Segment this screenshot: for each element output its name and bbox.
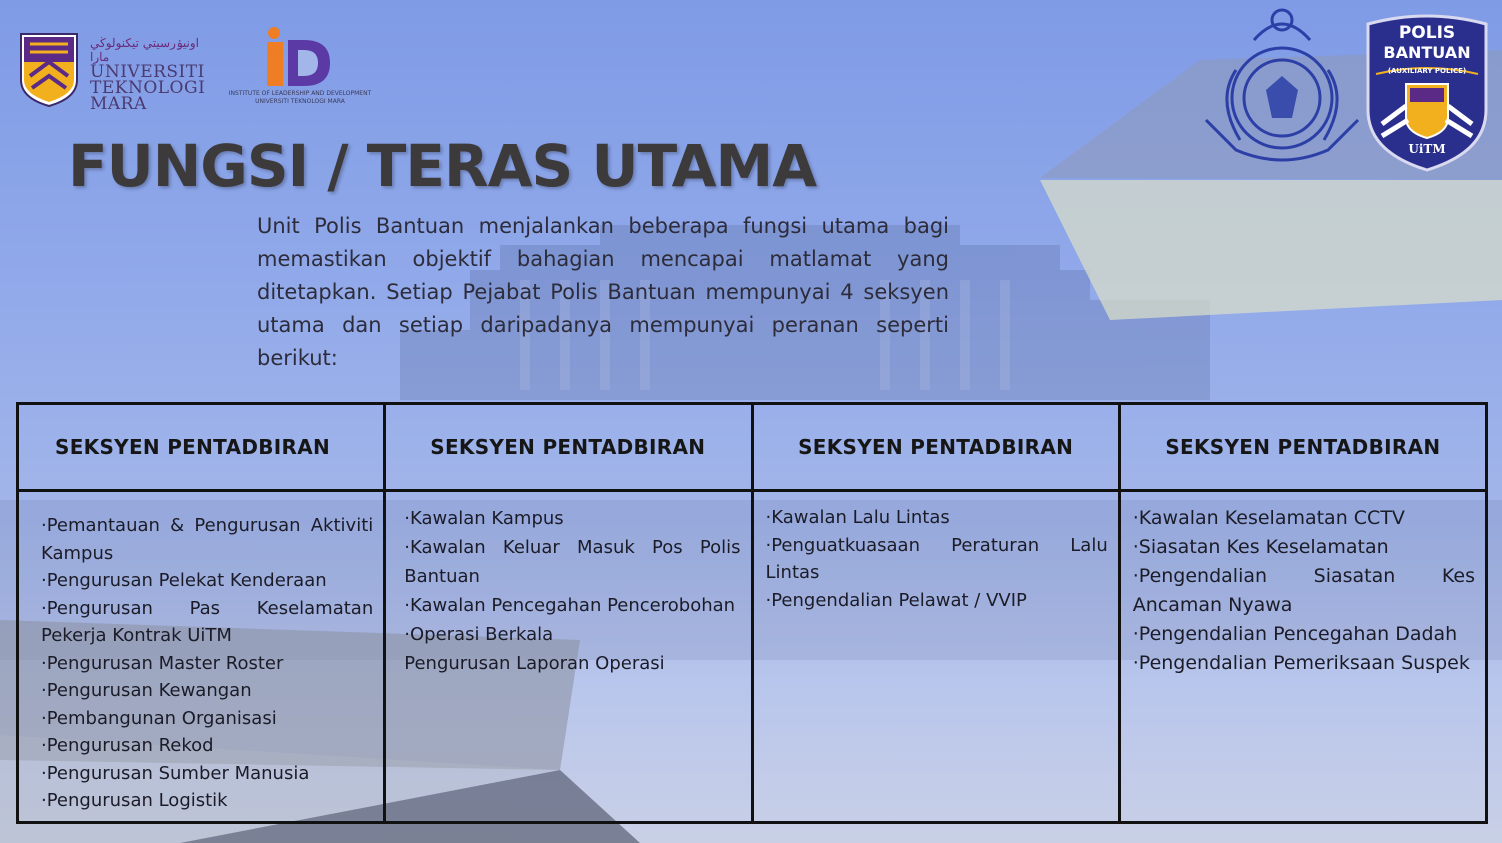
pdrm-crest-icon: [1196, 0, 1368, 186]
section-1-items: [41, 512, 373, 815]
pb-line1: POLIS: [1398, 23, 1456, 43]
list-item: ·Pengendalian Siasatan Kes Ancaman Nyawa: [1132, 565, 1475, 616]
ild-caption-line2: UNIVERSITI TEKNOLOGI MARA: [255, 98, 345, 105]
list-item: ·Kawalan Keselamatan CCTV: [1132, 507, 1405, 529]
pb-line4: UiTM: [1408, 142, 1446, 156]
list-item: ·Kawalan Pencegahan Pencerobohan: [404, 595, 736, 616]
list-item: ·Pengurusan Master Roster: [41, 652, 284, 674]
section-cell-4: [1119, 491, 1486, 823]
section-heading-4: SEKSYEN PENTADBIRAN: [1119, 404, 1486, 491]
list-item: ·Pemantauan & Pengurusan Aktiviti Kampus: [41, 515, 374, 564]
uitm-wordmark: [90, 36, 205, 112]
section-heading-3: SEKSYEN PENTADBIRAN: [752, 404, 1119, 491]
pb-line3: (AUXILIARY POLICE): [1387, 67, 1467, 75]
section-4-items: [1133, 504, 1475, 678]
list-item: ·Pengurusan Logistik: [41, 790, 228, 811]
uitm-name-line2: TEKNOLOGI: [90, 78, 206, 98]
list-item: ·Pengurusan Rekod: [41, 735, 214, 756]
section-heading-1: SEKSYEN PENTADBIRAN: [18, 404, 385, 491]
section-3-items: [766, 504, 1108, 614]
uitm-name-line1: UNIVERSITI: [90, 62, 205, 82]
list-item: ·Kawalan Lalu Lintas: [765, 507, 950, 528]
list-item: ·Penguatkuasaan Peraturan Lalu Lintas: [765, 534, 1108, 583]
uitm-name-line3: MARA: [90, 94, 147, 114]
list-item: ·Pengurusan Pas Keselamatan Pekerja Kontrak UiTM: [41, 597, 374, 646]
page-title: FUNGSI / TERAS UTAMA: [68, 132, 817, 200]
list-item: ·Kawalan Kampus: [404, 508, 564, 529]
list-item: ·Pengurusan Kewangan: [41, 680, 252, 701]
pdrm-crest: [1196, 0, 1368, 186]
list-item: ·Operasi Berkala: [404, 624, 554, 645]
section-cell-3: [752, 491, 1119, 823]
uitm-shield-icon: [18, 32, 80, 108]
sections-table: [16, 402, 1488, 824]
list-item: Pengurusan Laporan Operasi: [404, 653, 665, 674]
section-cell-1: [18, 491, 385, 823]
pb-line2: BANTUAN: [1383, 43, 1471, 62]
list-item: ·Pengendalian Pencegahan Dadah: [1132, 623, 1458, 645]
polis-bantuan-badge: [1362, 14, 1492, 174]
ild-caption-line1: INSTITUTE OF LEADERSHIP AND DEVELOPMENT: [228, 90, 372, 97]
section-2-items: [404, 504, 740, 678]
section-heading-2: SEKSYEN PENTADBIRAN: [385, 404, 752, 491]
section-cell-2: [385, 491, 752, 823]
list-item: ·Kawalan Keluar Masuk Pos Polis Bantuan: [404, 537, 741, 587]
list-item: ·Pembangunan Organisasi: [41, 707, 277, 729]
list-item: ·Pengurusan Pelekat Kenderaan: [41, 570, 327, 591]
uitm-jawi-text: اونيۏرسيتي تيكنولوڬي مارا: [90, 36, 200, 64]
intro-paragraph: Unit Polis Bantuan menjalankan beberapa fungsi utama bagi memastikan objektif bahagian mencapai matlamat yang ditetapkan. Setiap Pejabat Polis Bantuan mempunyai 4 seksyen utama dan setiap daripadanya mempunyai peranan seperti berikut:: [257, 214, 949, 370]
sections-body-row: [18, 491, 1487, 823]
list-item: ·Pengendalian Pemeriksaan Suspek: [1132, 652, 1470, 674]
list-item: ·Pengendalian Pelawat / VVIP: [765, 589, 1027, 611]
list-item: ·Pengurusan Sumber Manusia: [41, 762, 310, 784]
ild-caption: [214, 90, 386, 106]
ild-logo: [214, 26, 386, 112]
list-item: ·Siasatan Kes Keselamatan: [1132, 536, 1389, 558]
ild-mark-icon: [214, 26, 386, 90]
uitm-logo: [18, 32, 206, 114]
sections-header-row: [18, 404, 1487, 491]
